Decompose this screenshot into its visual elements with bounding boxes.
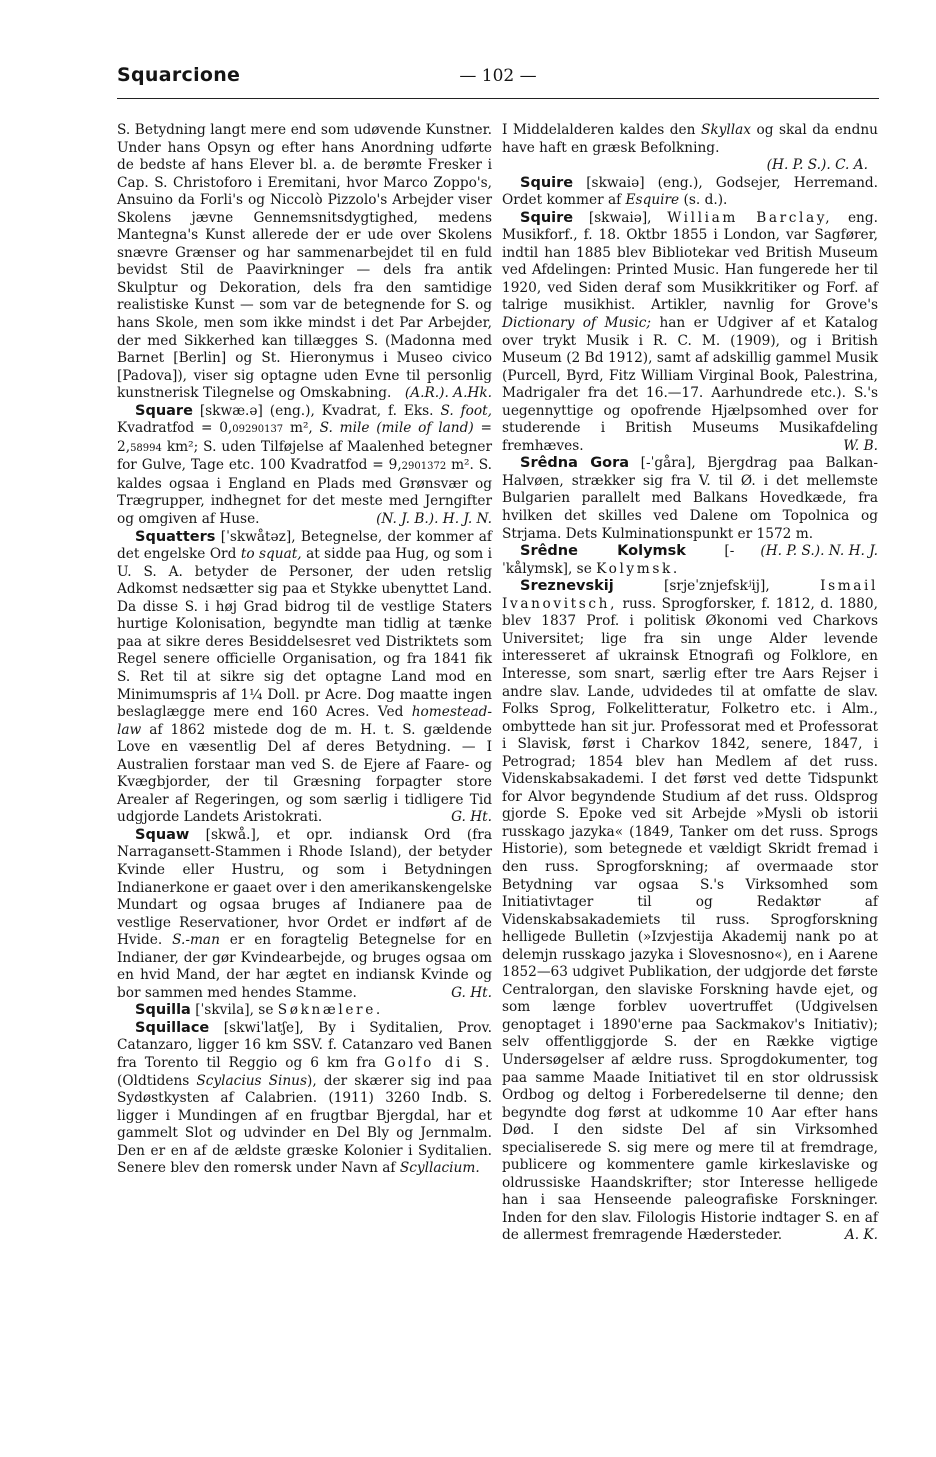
entry-squire-william: Squire [skwaiə], William Barclay, eng. Musikforf., f. 18. Oktbr 1855 i London, var Sagfører, indtil han 1885 blev Bibliotekar ved British Museum ved Afdelingen: Printed Music. Han fungerede her til 1920, ved Siden deraf som Musikkritiker og Forf. af talrige musikhist. Artikler, navnlig for Grove's Dictionary of Music; han er Udgiver af et Katalog over trykt Musik i R. C. M. (1909), og i British Museum (2 Bd 1912), samt af adskillig gammel Musik (Purcell, Byrd, Fitz William Virginal Book, Palestrina, Madrigaler fra det 16.—17. Aarhundrede etc.). S.'s uegennyttige og opofrende Hjælpsomhed over for studerende i British Museums Musikafdeling fremhæves. W. B. [502, 209, 879, 454]
author-signature: (H. P. S.). N. H. J. [760, 543, 878, 560]
header-rule [117, 98, 879, 99]
entry-squillace: Squillace [skwiˈlatʃe], By i Syditalien, Prov. Catanzaro, ligger 16 km SSV. f. Catanzaro ved Banen fra Torento til Reggio og 6 km fra Golfo di S. (Oldtidens Scylacius Sinus), der skærer sig ind paa Sydøstkysten af Calabrien. (1911) 3260 Indb. S. ligger i Mundingen af en frugtbar Bjergdal, har et gammelt Slot og udvinder en Del Bly og Jernmalm. Den er en af de ældste græske Kolonier i Syditalien. Senere blev den romersk under Navn af Scyllacium. [117, 1019, 492, 1177]
right-column [502, 122, 878, 1245]
entry-square: Square [skwæ.ə] (eng.), Kvadrat, f. Eks. S. foot, Kvadratfod = 0,09290137 m², S. mile (mile of land) = 2,58994 km²; S. uden Tilføjelse af Maalenhed betegner for Gulve, Tage etc. 100 Kvadratfod = 9,2901372 m². S. kaldes ogsaa i England en Plads med Grønsvær og Trægrupper, indhegnet for det meste med Jerngifter og omgiven af Huse. (N. J. B.). H. J. N. [117, 402, 492, 528]
entry-sredna-gora: Srêdna Gora [-ˈgåra], Bjergdrag paa Balkan-Halvøen, strækker sig fra V. til Ø. i det mellemste Bulgarien parallelt med Balkans Hovedkæde, fra hvilken det skilles ved Dalene om Topolnica og Strjama. Dets Kulminationspunkt er 1572 m. (H. P. S.). N. H. J. [502, 455, 878, 560]
author-signature: G. Ht. [451, 809, 492, 826]
entry-sredne-kolymsk: Srêdne Kolymsk [-ˈkålymsk], se Kolymsk. [502, 543, 735, 577]
entry-squatters: Squatters [ˈskwåtəz], Betegnelse, der kommer af det engelske Ord to squat, at sidde paa Hug, og som i U. S. A. betyder de Personer, der uden retslig Adkomst nedsætter sig paa et Stykke ubenyttet Land. Da disse S. i høj Grad bidrog til de vestlige Staters hurtige Kolonisation, begyndte man tidlig at tænke paa at sikre deres Besiddelsesret ved Distriktets som Regel senere officielle Organisation, og fra 1841 fik S. Ret til at sikre sig det optagne Land mod en Minimumspris af 1¼ Doll. pr Acre. Dog maatte ingen beslaglægge mere end 160 Acres. Ved homestead-law af 1862 mistede dog de m. H. t. S. gældende Love en væsentlig Del af deres Betydning. — I Australien forstaar man ved S. de Ejere af Faare- og Kvægbjorder, der til Græsning forpagter store Arealer af Regeringen, og som særlig i tidligere Tid udgjorde Landets Aristokrati. G. Ht. [117, 528, 493, 826]
author-signature: W. B. [843, 437, 878, 454]
running-headword: Squarcione [117, 64, 241, 86]
entry-headword: Sreznevskij [520, 578, 614, 595]
entry-headword: Square [135, 402, 193, 419]
entry-sreznevskij: Sreznevskij [srjeˈznjefskʲij], Ismail Ivanovitsch, russ. Sprogforsker, f. 1812, d. 1880, blev 1837 Prof. i politisk Økonomi ved Charkovs Universitet; lige fra sin unge Alder levende interesseret af ukrainsk Etnografi og Folklore, en Interesse, som snart, særlig efter tre Aars Rejser i andre slav. Lande, udvidedes til at omfatte de slav. Folks Sprog, Folkelitteratur, Folketro etc. i Alm., ombyttede han sit jur. Professorat med et Professorat i Slavisk, først i Charkov 1842, senere, 1847, i Petrograd; 1854 blev han Medlem af det russ. Videnskabsakademi. I det først ved dette Tidspunkt for Alvor begyndende Studium af det russ. Oldsprog gjorde S. Epoke ved sit Arbejde »Mysli ob istorii russkago jazyka« (1849, Tanker om det russ. Sprogs Historie), som betegnede et vældigt Skridt fremad i den russ. Sprogforskning; af overmaade stor Betydning var ogsaa S.'s Virksomhed som Initiativtager til og Redaktør af Videnskabsakademiets til russ. Sprogforskning helligede Bulletin (»Izvjestija Akademij nank po at delemjn russkago jazyka i Slovesnosno«), en i Aarene 1852—63 udgivet Publikation, der udgjorde det første Centralorgan, den slaviske Forskning havde ejet, og som længe forblev uovertruffet (Udgivelsen genoptaget i 1890'erne paa Sackmakov's Initiativ); selv offentliggjorde S. der en Række vigtige Undersøgelser af ældre russ. Sprogdokumenter, tog paa samme Maade Initiativet til en stor oldrussisk Ordbog og deltog i Forberedelserne til denne; den begyndte dog først at udkomme 10 Aar efter hans Død. I den sidste Del af sin Virksomhed specialiserede S. sig mere og mere til at fremdrage, publicere og kommentere gamle kirkeslaviske og oldrussiske Haandskrifter; stor Interesse helligede han i saa Henseende paleografiske Forskninger. Inden for den slav. Filologis Historie indtager S. en af de allermest fremragende Hædersteder. A. K. [502, 578, 878, 1244]
entry-squarcione-continued: S. Betydning langt mere end som udøvende Kunstner. Under hans Opsyn og efter hans Anordning udførte de bedste af hans Elever bl. a. de berømte Fresker i Cap. S. Christoforo i Eremitani, hvor Marco Zoppo's, Ansuino da Forli's og Niccolò Pizzolo's Arbejder viser Skolens jævne Gennemsnitsdygtighed, medens Mantegna's Kunst allerede der er ude over Skolens snævre Grænser og har sammenarbejdet til en fuld bevidst Stil de Paavirkninger — dels fra antik Skulptur og Dekoration, dels fra den samtidige realistiske Kunst — som var de betegnende for S. og hans Skole, men som ikke mindst i det Par Arbejder, der med Sikkerhed kan tillægges S. (Madonna med Barnet [Berlin] og St. Hieronymus i Museo civico [Padova]), viser sig optagne uden Evne til personlig kunstnerisk Tilegnelse og Omskabning. (A.R.). A.Hk. [117, 122, 492, 402]
page-header [117, 60, 879, 102]
author-signature: (H. P. S.). C. A. [766, 157, 868, 174]
left-column [117, 122, 492, 1178]
cross-reference: Kolymsk. [596, 560, 680, 577]
entry-headword: Srêdna Gora [520, 455, 630, 472]
entry-headword: Squatters [135, 528, 216, 545]
entry-headword: Squaw [135, 826, 190, 843]
entry-headword: Squire [520, 174, 574, 191]
entry-squilla: Squilla [ˈskvila], se Søknælere. [135, 1002, 383, 1019]
entry-squaw: Squaw [skwå.], et opr. indiansk Ord (fra Narragansett-Stammen i Rhode Island), der betyder Kvinde eller Hustru, og som i Betydningen Indianerkone er gaaet over i den amerikanskengelske Mundart og ogsaa bruges af Indianere paa de vestlige Reservationer, hvor Ordet er indført af de Hvide. S.-man er en foragtelig Betegnelse for en Indianer, der gør Kvindearbejde, og bruges ogsaa om en hvid Mand, der har ægtet en indiansk Kvinde og bor sammen med hendes Stamme. G. Ht. [117, 826, 492, 1001]
entry-squillace-continued: I Middelalderen kaldes den Skyllax og skal da endnu have haft en græsk Befolkning. [502, 122, 878, 156]
entry-headword: Squire [520, 209, 574, 226]
entry-headword: Squillace [135, 1019, 210, 1036]
entry-headword: Srêdne Kolymsk [520, 543, 686, 560]
entry-headword: Squilla [135, 1002, 191, 1019]
cross-reference: Søknælere. [277, 1002, 383, 1019]
author-signature: G. Ht. [451, 984, 492, 1001]
author-signature: (N. J. B.). H. J. N. [376, 511, 492, 528]
page-number: — 102 — [459, 66, 537, 86]
author-signature: A. K. [844, 1227, 878, 1244]
author-signature: (A.R.). A.Hk. [404, 385, 492, 402]
entry-squire: Squire [skwaiə] (eng.), Godsejer, Herremand. Ordet kommer af Esquire (s. d.). [502, 174, 878, 209]
